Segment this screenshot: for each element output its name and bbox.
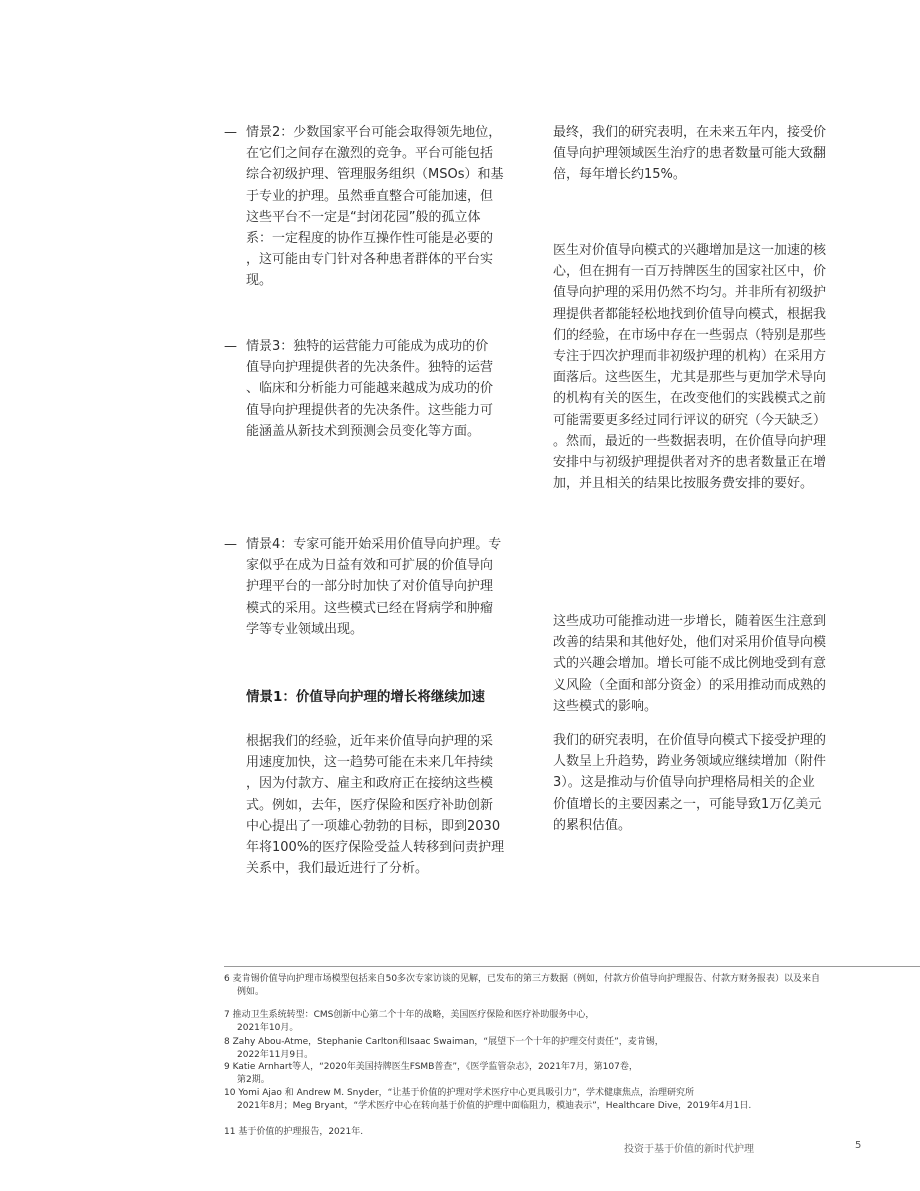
text-line: 年将100%的医疗保险受益人转移到问责护理 xyxy=(246,840,505,856)
text-line: 安排中与初级护理提供者对齐的患者数量正在增 xyxy=(553,455,827,471)
footnote-continuation: 2021年10月。 xyxy=(237,1023,299,1033)
text-line: 3）。这是推动与价值导向护理格局相关的企业 xyxy=(553,775,815,791)
text-line: 关系中，我们最近进行了分析。 xyxy=(246,861,429,877)
text-line: 的机构有关的医生，在改变他们的实践模式之前 xyxy=(553,391,827,407)
text-line: 义风险（全面和部分资金）的采用推动而成熟的 xyxy=(553,677,827,693)
text-line: 这些模式的影响。 xyxy=(553,698,658,714)
text-line: 能涵盖从新技术到预测会员变化等方面。 xyxy=(246,423,481,439)
footnote-continuation: 例如。 xyxy=(237,987,265,997)
text-line: 学等专业领域出现。 xyxy=(246,621,364,637)
dash: — xyxy=(224,125,237,140)
footnote-6 xyxy=(224,973,820,999)
footer-title: 投资于基于价值的新时代护理 xyxy=(624,1144,754,1155)
text-line: 们的经验，在市场中存在一些弱点（特别是那些 xyxy=(553,327,827,343)
footnote-10 xyxy=(224,1087,751,1113)
text-line: 价值增长的主要因素之一，可能导致1万亿美元 xyxy=(553,796,822,812)
text-line: 在它们之间存在激烈的竞争。平台可能包括 xyxy=(246,146,494,162)
footnote-text: 8 Zahy Abou-Atme，Stephanie Carlton和Isaac Swaiman，“展望下一个十年的护理交付责任”，麦肯锡， xyxy=(224,1037,664,1047)
footnote-9 xyxy=(224,1061,638,1087)
footnote-8 xyxy=(224,1036,664,1062)
text-line: 值导向护理领域医生治疗的患者数量可能大致翻 xyxy=(553,146,827,162)
text-line: 情景4：专家可能开始采用价值导向护理。专 xyxy=(246,537,502,552)
text-line: 用速度加快，这一趋势可能在未来几年持续 xyxy=(246,755,494,771)
footnote-text: 9 Katie Arnhart等人，“2020年美国持牌医生FSMB普查”，《医学监管杂志》，2021年7月，第107卷， xyxy=(224,1062,638,1072)
text-line: 中心提出了一项雄心勃勃的目标，即到2030 xyxy=(246,818,501,834)
text-line: 值导向护理的采用仍然不均匀。并非所有初级护 xyxy=(553,285,827,301)
text-line: 情景3：独特的运营能力可能成为成功的价 xyxy=(246,339,489,354)
text-line: 面落后。这些医生，尤其是那些与更加学术导向 xyxy=(553,370,827,386)
text-line: 模式的采用。这些模式已经在肾病学和肿瘤 xyxy=(246,600,494,616)
scenario-3-text xyxy=(246,336,493,442)
footnote-text: 11 基于价值的护理报告，2021年. xyxy=(224,1127,364,1137)
dash: — xyxy=(224,537,237,552)
text-line: ，这可能由专门针对各种患者群体的平台实 xyxy=(246,252,494,268)
text-line: 的累积估值。 xyxy=(553,817,632,833)
text-line: 式的兴趣会增加。增长可能不成比例地受到有意 xyxy=(553,656,827,672)
footnote-divider xyxy=(224,966,920,967)
text-line: 。然而，最近的一些数据表明，在价值导向护理 xyxy=(553,433,827,449)
text-line: 医生对价值导向模式的兴趣增加是这一加速的核 xyxy=(553,243,827,258)
section-body xyxy=(246,731,504,879)
text-line: 根据我们的经验，近年来价值导向护理的采 xyxy=(246,734,494,749)
footnote-7 xyxy=(224,1009,594,1035)
dash: — xyxy=(224,339,237,354)
text-line: 系：一定程度的协作互操作性可能是必要的 xyxy=(246,231,494,247)
footnote-11 xyxy=(224,1126,363,1139)
text-line: 人数呈上升趋势，跨业务领域应继续增加（附件 xyxy=(553,754,827,770)
text-line: 家似乎在成为日益有效和可扩展的价值导向 xyxy=(246,558,494,574)
right-paragraph-1 xyxy=(553,122,826,186)
text-line: 改善的结果和其他好处，他们对采用价值导向模 xyxy=(553,635,827,651)
text-line: 式。例如，去年，医疗保险和医疗补助创新 xyxy=(246,797,494,813)
text-line: 值导向护理提供者的先决条件。这些能力可 xyxy=(246,402,494,418)
right-paragraph-3 xyxy=(553,611,826,717)
text-line: 心，但在拥有一百万持牌医生的国家社区中，价 xyxy=(553,264,827,280)
text-line: 这些成功可能推动进一步增长，随着医生注意到 xyxy=(553,614,827,629)
footnote-text: 7 推动卫生系统转型：CMS创新中心第二个十年的战略，美国医疗保险和医疗补助服务中心， xyxy=(224,1010,595,1020)
text-line: 综合初级护理、管理服务组织（MSOs）和基 xyxy=(246,167,504,183)
footnote-continuation: 第2期。 xyxy=(237,1075,270,1085)
text-line: 现。 xyxy=(246,273,273,289)
text-line: 加，并且相关的结果比按服务费安排的要好。 xyxy=(553,476,814,492)
scenario-4-text xyxy=(246,534,501,640)
text-line: 倍，每年增长约15%。 xyxy=(553,167,686,183)
footnote-text: 10 Yomi Ajao 和 Andrew M. Snyder，“让基于价值的护理对学术医疗中心更具吸引力”，学术健康焦点，治理研究所 xyxy=(224,1088,694,1098)
right-paragraph-4 xyxy=(553,730,826,836)
footnote-continuation: 2022年11月9日。 xyxy=(237,1050,314,1060)
text-line: 值导向护理提供者的先决条件。独特的运营 xyxy=(246,360,494,376)
text-line: 最终，我们的研究表明，在未来五年内，接受价 xyxy=(553,125,827,140)
text-line: ，因为付款方、雇主和政府正在接纳这些模 xyxy=(246,776,494,792)
text-line: 可能需要更多经过同行评议的研究（今天缺乏） xyxy=(553,412,827,428)
text-line: 于专业的护理。虽然垂直整合可能加速，但 xyxy=(246,188,494,204)
section-heading: 情景1：价值导向护理的增长将继续加速 xyxy=(246,689,485,705)
text-line: 护理平台的一部分时加快了对价值导向护理 xyxy=(246,579,494,595)
text-line: 理提供者都能轻松地找到价值导向模式，根据我 xyxy=(553,306,827,322)
text-line: 这些平台不一定是“封闭花园”般的孤立体 xyxy=(246,209,481,225)
page-number: 5 xyxy=(855,1140,862,1151)
footnote-continuation: 2021年8月；Meg Bryant，“学术医疗中心在转向基于价值的护理中面临阻力，模迪表示”，Healthcare Dive，2019年4月1日. xyxy=(237,1101,752,1111)
text-line: 、临床和分析能力可能越来越成为成功的价 xyxy=(246,381,494,397)
footnote-text: 6 麦肯锡价值导向护理市场模型包括来自50多次专家访谈的见解，已发布的第三方数据（例如，付款方价值导向护理报告、付款方财务报表）以及来自 xyxy=(224,974,821,984)
text-line: 情景2：少数国家平台可能会取得领先地位， xyxy=(246,125,502,140)
text-line: 专注于四次护理而非初级护理的机构）在采用方 xyxy=(553,349,827,365)
right-paragraph-2 xyxy=(553,240,826,494)
text-line: 我们的研究表明，在价值导向模式下接受护理的 xyxy=(553,733,827,748)
scenario-2-text xyxy=(246,122,503,292)
